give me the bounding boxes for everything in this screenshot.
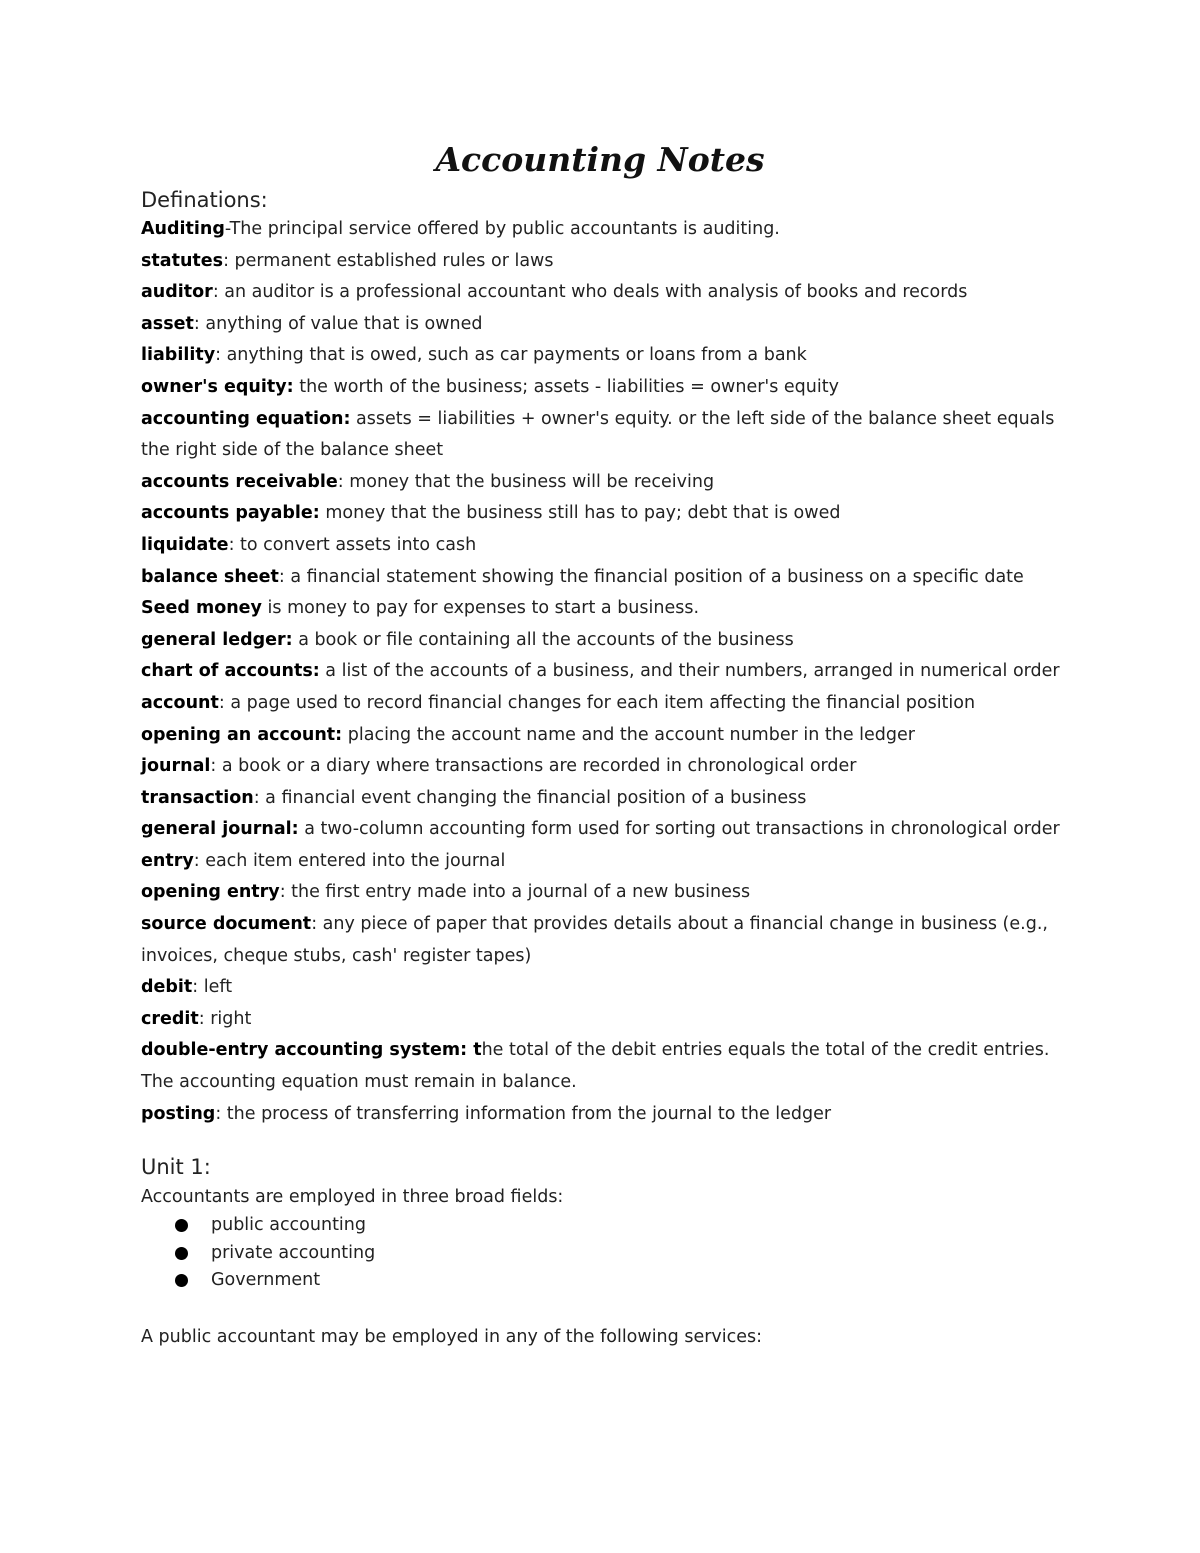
definition-entry [141, 562, 1071, 594]
definition-term: general journal: [141, 819, 299, 840]
definition-term: general ledger: [141, 629, 293, 650]
definition-term: journal [141, 756, 211, 777]
definition-term: credit [141, 1008, 199, 1029]
definition-entry [141, 246, 1071, 278]
definition-entry [141, 814, 1071, 846]
definition-term: auditor [141, 282, 213, 303]
definition-term: double-entry accounting system: t [141, 1040, 482, 1061]
definition-text: : a book or a diary where transactions are recorded in chronological order [210, 756, 857, 777]
definition-text: : the process of transferring information from the journal to the ledger [215, 1103, 832, 1124]
definitions-list [141, 214, 1071, 1130]
definition-entry [141, 972, 1071, 1004]
definition-text: a list of the accounts of a business, and their numbers, arranged in numerical order [319, 661, 1060, 682]
definition-term: account [141, 692, 219, 713]
definition-entry [141, 340, 1071, 372]
definitions-heading: Definations: [141, 188, 268, 212]
definition-entry [141, 720, 1071, 752]
definition-text: : any piece of paper that provides details about a financial change in business (e.g., invoices, cheque stubs, cash' register tapes) [141, 914, 1048, 966]
definition-text: assets = liabilities + owner's equity. or the left side of the balance sheet equals the right side of the balance sheet [141, 408, 1055, 461]
definition-term: opening an account: [141, 724, 343, 745]
unit1-intro: Accountants are employed in three broad fields: [141, 1187, 564, 1208]
definition-term: liquidate [141, 534, 229, 555]
definition-entry [141, 498, 1071, 530]
document-body [141, 186, 1071, 1352]
definition-entry [141, 404, 1071, 467]
definition-entry [141, 783, 1071, 815]
definition-text: : anything that is owed, such as car payments or loans from a bank [215, 345, 807, 366]
definition-entry [141, 1035, 1071, 1098]
definition-term: debit [141, 977, 193, 998]
definition-text: : a financial statement showing the financial position of a business on a specific date [278, 566, 1024, 587]
definition-entry [141, 625, 1071, 657]
definition-term: owner's equity: [141, 376, 294, 397]
list-item-label: private accounting [211, 1242, 376, 1263]
definition-text: he total of the debit entries equals the total of the credit entries. The accounting equation must remain in balance. [141, 1040, 1050, 1093]
definition-text: the worth of the business; assets - liabilities = owner's equity [293, 376, 839, 397]
list-item [175, 1267, 1071, 1295]
definition-entry [141, 751, 1071, 783]
definition-text: : a financial event changing the financial position of a business [253, 787, 807, 808]
definition-entry [141, 277, 1071, 309]
definition-entry [141, 214, 1071, 246]
definition-text: is money to pay for expenses to start a business. [261, 598, 700, 619]
definition-entry [141, 309, 1071, 341]
definition-text: : money that the business will be receiving [337, 471, 715, 492]
definition-entry [141, 1099, 1071, 1131]
definition-term: source document [141, 914, 312, 935]
definition-term: Seed money [141, 598, 262, 619]
definition-text: money that the business still has to pay; debt that is owed [319, 503, 841, 524]
definition-entry [141, 846, 1071, 878]
definition-entry [141, 877, 1071, 909]
definition-text: -The principal service offered by public accountants is auditing. [224, 219, 780, 239]
definition-text: : permanent established rules or laws [223, 250, 554, 271]
definition-entry [141, 656, 1071, 688]
definition-entry [141, 372, 1071, 404]
document-title: Accounting Notes [435, 140, 765, 179]
definition-term: posting [141, 1103, 216, 1124]
list-item-label: public accounting [211, 1215, 366, 1236]
definition-entry [141, 1004, 1071, 1036]
definition-text: : left [192, 977, 233, 998]
fields-list [141, 1212, 1071, 1295]
definition-term: entry [141, 850, 194, 871]
bullet-icon [175, 1219, 188, 1232]
list-item [175, 1240, 1071, 1268]
definition-text: : anything of value that is owned [193, 313, 483, 334]
bullet-icon [175, 1274, 188, 1287]
definition-term: Auditing [141, 219, 225, 239]
definition-text: : the first entry made into a journal of a new business [279, 882, 751, 903]
definition-term: chart of accounts: [141, 661, 320, 682]
definition-term: liability [141, 345, 216, 366]
definition-entry [141, 467, 1071, 499]
unit1-heading: Unit 1: [141, 1155, 211, 1180]
definition-term: statutes [141, 250, 224, 271]
definition-text: placing the account name and the account number in the ledger [342, 724, 915, 745]
list-item-label: Government [211, 1270, 321, 1291]
list-item [175, 1212, 1071, 1240]
services-intro: A public accountant may be employed in any of the following services: [141, 1326, 763, 1347]
definition-text: a book or file containing all the accounts of the business [292, 629, 794, 650]
definition-term: accounts receivable [141, 471, 338, 492]
definition-term: opening entry [141, 882, 280, 903]
definition-entry [141, 530, 1071, 562]
bullet-icon [175, 1247, 188, 1260]
definition-entry [141, 593, 1071, 625]
definition-entry [141, 688, 1071, 720]
definition-term: transaction [141, 787, 254, 808]
definition-entry [141, 909, 1071, 972]
definition-text: : an auditor is a professional accountant who deals with analysis of books and records [212, 282, 968, 303]
definition-text: : right [198, 1008, 252, 1029]
definition-term: balance sheet [141, 566, 279, 587]
definition-text: : a page used to record financial changes for each item affecting the financial position [218, 692, 976, 713]
definition-text: : to convert assets into cash [228, 534, 477, 555]
definition-text: a two-column accounting form used for sorting out transactions in chronological order [298, 819, 1060, 840]
definition-term: accounts payable: [141, 503, 320, 524]
definition-term: asset [141, 313, 194, 334]
definition-term: accounting equation: [141, 408, 351, 429]
definition-text: : each item entered into the journal [193, 850, 506, 871]
